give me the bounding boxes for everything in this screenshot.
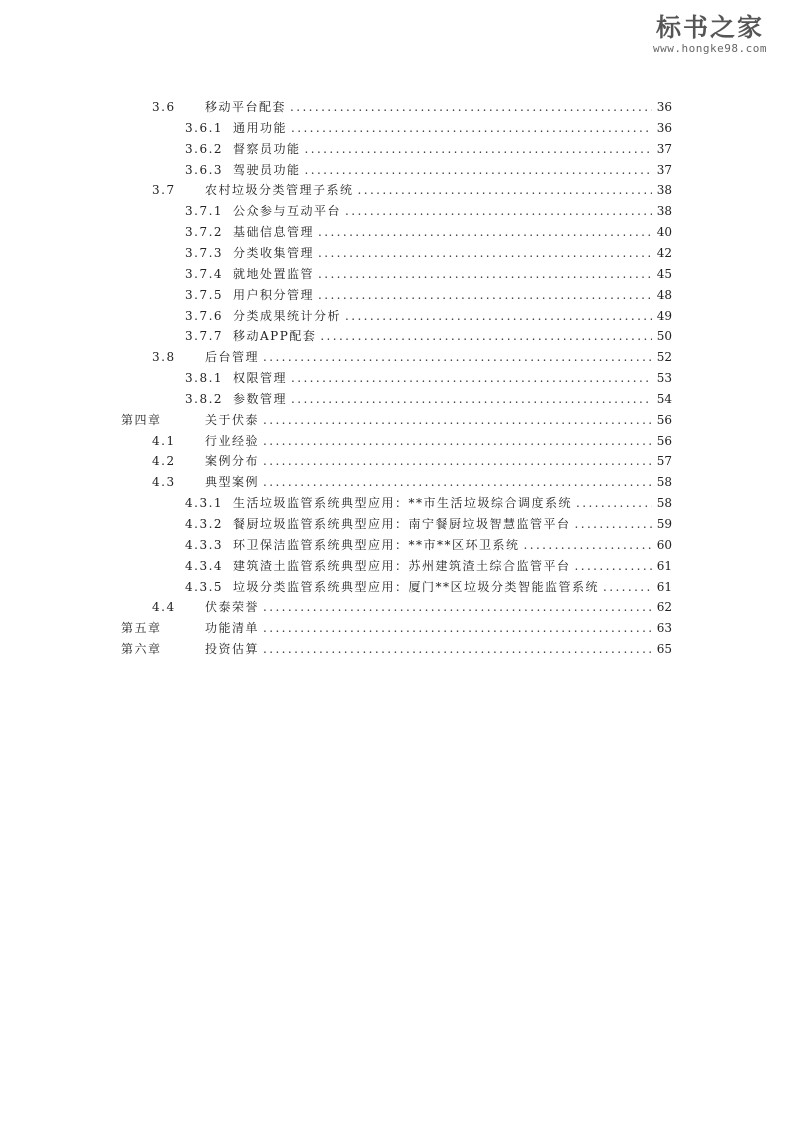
toc-entry[interactable] [152,97,672,117]
toc-dot-leader [603,577,652,597]
toc-entry-page: 42 [656,245,672,260]
toc-entry-title: 垃圾分类监管系统典型应用：厦门**区垃圾分类智能监管系统 [233,579,600,594]
toc-entry[interactable] [185,389,672,409]
toc-entry[interactable] [185,222,672,242]
toc-entry[interactable] [121,618,672,638]
toc-entry-number: 4.3.4 [185,558,224,573]
toc-dot-leader [291,389,652,409]
toc-entry-page: 36 [656,120,672,135]
toc-entry-title: 移动APP配套 [233,329,317,344]
toc-entry-title: 餐厨垃圾监管系统典型应用：南宁餐厨垃圾智慧监管平台 [233,517,571,531]
toc-entry[interactable] [185,285,672,305]
toc-entry-page: 40 [656,225,672,240]
toc-entry-number: 3.7.7 [185,329,224,344]
toc-entry-title: 公众参与互动平台 [233,204,342,219]
toc-entry-title: 移动平台配套 [205,100,287,114]
toc-entry-title: 通用功能 [233,120,288,135]
toc-entry-page: 63 [656,621,672,636]
toc-entry-title: 环卫保洁监管系统典型应用：**市**区环卫系统 [233,537,520,552]
toc-entry[interactable] [185,514,672,534]
toc-entry-title: 建筑渣土监管系统典型应用：苏州建筑渣土综合监管平台 [233,558,571,573]
toc-dot-leader [358,180,652,200]
toc-entry-number: 3.8.2 [185,391,224,406]
toc-entry-number: 3.7.6 [185,308,224,323]
toc-entry-title: 参数管理 [233,391,288,406]
toc-dot-leader [305,160,652,180]
toc-entry[interactable] [152,180,672,200]
toc-entry-number: 4.4 [152,600,176,615]
toc-entry-title: 用户积分管理 [233,287,315,302]
toc-entry-title: 分类收集管理 [233,245,315,260]
toc-entry[interactable] [185,577,672,597]
toc-entry-page: 65 [656,642,672,657]
toc-entry-number: 3.7.5 [185,287,224,302]
toc-dot-leader [318,264,652,284]
toc-entry[interactable] [185,139,672,159]
toc-entry-title: 督察员功能 [233,141,301,156]
toc-entry-title: 生活垃圾监管系统典型应用：**市生活垃圾综合调度系统 [233,496,573,511]
toc-entry-title: 行业经验 [205,433,260,448]
toc-entry[interactable] [185,493,672,513]
toc-dot-leader [263,472,652,492]
toc-entry[interactable] [185,368,672,388]
toc-entry-title: 伏泰荣誉 [205,600,260,615]
toc-entry-number: 3.7.3 [185,245,224,260]
toc-entry-title: 后台管理 [205,350,260,365]
toc-entry-page: 52 [656,350,672,365]
toc-dot-leader [263,618,652,638]
logo-title: 标书之家 [655,13,764,42]
toc-entry-page: 60 [656,537,672,552]
toc-entry-number: 3.6.1 [185,120,224,135]
toc-entry-title: 功能清单 [205,621,260,636]
toc-entry-number: 4.3.5 [185,579,224,594]
toc-dot-leader [575,514,652,534]
toc-entry-page: 54 [656,391,672,406]
toc-entry-number: 4.1 [152,433,176,448]
toc-entry-title: 关于伏泰 [205,412,260,427]
toc-entry-page: 57 [656,454,672,469]
toc-dot-leader [291,368,652,388]
toc-entry-number: 第六章 [121,642,162,657]
toc-dot-leader [318,243,652,263]
toc-dot-leader [524,535,652,555]
toc-dot-leader [576,493,652,513]
toc-entry[interactable] [185,243,672,263]
toc-dot-leader [263,597,652,617]
toc-entry-number: 3.7.1 [185,204,224,219]
toc-dot-leader [291,118,652,138]
toc-entry[interactable] [185,326,672,346]
toc-entry-title: 分类成果统计分析 [233,308,342,323]
toc-dot-leader [263,639,652,659]
toc-entry-title: 案例分布 [205,454,260,469]
toc-dot-leader [305,139,652,159]
toc-entry[interactable] [185,535,672,555]
toc-entry-number: 3.8 [152,350,176,365]
toc-entry-number: 4.3.3 [185,537,224,552]
toc-entry-page: 62 [656,600,672,615]
toc-entry-number: 3.6 [152,100,176,114]
toc-entry-number: 3.7.4 [185,266,224,281]
toc-entry[interactable] [185,264,672,284]
toc-entry-number: 3.7.2 [185,225,224,240]
toc-entry[interactable] [185,118,672,138]
toc-entry-page: 59 [656,517,672,531]
toc-entry-page: 56 [656,433,672,448]
toc-entry-page: 53 [656,371,672,386]
toc-dot-leader [290,97,652,117]
toc-entry[interactable] [185,556,672,576]
toc-entry-number: 4.3 [152,475,176,490]
toc-entry-title: 农村垃圾分类管理子系统 [205,183,354,198]
toc-entry[interactable] [185,306,672,326]
toc-entry-title: 就地处置监管 [233,266,315,281]
logo-url: www.hongke98.com [653,42,767,55]
toc-entry-number: 4.2 [152,454,176,469]
toc-entry-number: 3.7 [152,183,176,198]
toc-dot-leader [575,556,652,576]
toc-entry-page: 56 [656,412,672,427]
toc-entry-title: 典型案例 [205,475,260,490]
toc-entry-number: 3.6.2 [185,141,224,156]
toc-dot-leader [263,451,652,471]
toc-entry-number: 3.6.3 [185,162,224,177]
toc-entry-page: 37 [656,162,672,177]
toc-entry-number: 4.3.1 [185,496,224,511]
toc-entry[interactable] [152,472,672,492]
toc-entry-page: 61 [656,558,672,573]
toc-entry-title: 权限管理 [233,371,288,386]
toc-entry-page: 37 [656,141,672,156]
toc-entry-page: 48 [656,287,672,302]
toc-entry-number: 第四章 [121,412,162,427]
toc-entry-page: 38 [656,183,672,198]
toc-entry-page: 58 [656,475,672,490]
toc-entry[interactable] [185,201,672,221]
toc-entry-number: 3.8.1 [185,371,224,386]
toc-entry-page: 36 [656,100,672,114]
toc-entry-page: 58 [656,496,672,511]
toc-entry-page: 61 [656,579,672,594]
toc-entry-title: 基础信息管理 [233,225,315,240]
toc-entry[interactable] [152,431,672,451]
toc-entry-title: 驾驶员功能 [233,162,301,177]
toc-dot-leader [263,347,652,367]
toc-dot-leader [345,201,652,221]
toc-entry-page: 49 [656,308,672,323]
site-logo [635,14,785,56]
toc-entry-title: 投资估算 [205,642,260,657]
toc-entry[interactable] [185,160,672,180]
toc-entry-number: 第五章 [121,621,162,636]
toc-entry-page: 45 [656,266,672,281]
toc-dot-leader [318,285,652,305]
toc-entry[interactable] [152,597,672,617]
toc-dot-leader [318,222,652,242]
toc-entry-number: 4.3.2 [185,517,224,531]
toc-entry[interactable] [152,347,672,367]
toc-entry[interactable] [121,410,672,430]
toc-entry-page: 50 [656,329,672,344]
toc-dot-leader [320,326,652,346]
toc-dot-leader [263,431,652,451]
toc-entry-page: 38 [656,204,672,219]
toc-dot-leader [345,306,652,326]
toc-dot-leader [263,410,652,430]
toc-entry[interactable] [121,639,672,659]
toc-entry[interactable] [152,451,672,471]
